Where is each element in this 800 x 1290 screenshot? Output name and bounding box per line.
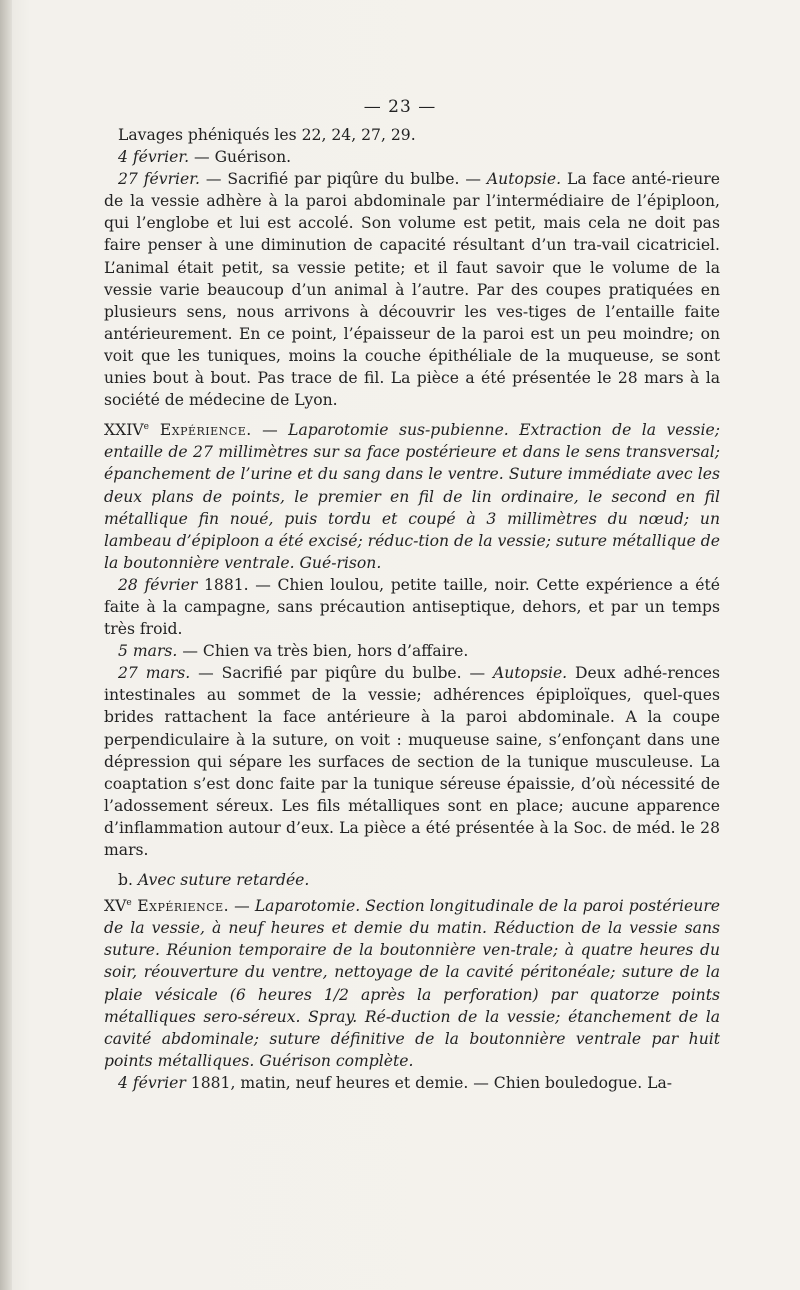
page-gutter-shadow xyxy=(0,0,12,1290)
paragraph-4-fevrier-1881: 4 février 1881, matin, neuf heures et demie. — Chien bouledogue. La- xyxy=(118,1073,673,1092)
date-label: 27 février. xyxy=(118,170,200,189)
experience-15-heading: XVe Expérience. — Laparotomie. Section longitudinale de la paroi postérieure de la vessie, à neuf heures et demie du matin. Réduction de la vessie sans suture. Réunion temporaire de la boutonnière ven-trale; à quatre heures du soir, réouverture du ventre, nettoyage de la cavité péritonéale; suture de la plaie vésicale (6 heures 1/2 après la perforation) par quatorze points métalliques sero-séreux. Spray. Ré-duction de la vessie; étanchement de la cavité abdominale; suture définitive de la boutonnière ventrale par huit points métalliques. Guérison complète. xyxy=(104,897,720,1070)
date-label: 5 mars. xyxy=(118,642,178,661)
experience-24-title: Laparotomie sus-pubienne. Extraction de la vessie; entaille de 27 millimètres sur sa face postérieure et dans le sens transversal; épanchement de l’urine et du sang dans le ventre. Suture immédiate avec les deux plans de points, le premier en fil de lin ordinaire, le second en fil métallique fin noué, puis tordu et coupé à 3 millimètres du nœud; un lambeau d’épiploon a été excisé; réduc-tion de la vessie; suture métallique de la boutonnière ventrale. Gué-rison. xyxy=(104,421,720,572)
paragraph-27-mars: 27 mars. — Sacrifié par piqûre du bulbe. — Autopsie. Deux adhé-rences intestinales au sommet de la vessie; adhérences épiploïques, quel-ques brides rattachent la face antérieure à la paroi abdominale. A la coupe perpendiculaire à la suture, on voit : muqueuse saine, s’enfonçant dans une dépression qui sépare les surfaces de section de la tunique musculeuse. La coaptation s’est donc faite par la tunique séreuse épaissie, d’où nécessité de l’adossement séreux. Les fils métalliques sont en place; aucune apparence d’inflammation autour d’eux. La pièce a été présentée à la Soc. de méd. le 28 mars. xyxy=(104,664,721,859)
date-label: 4 février xyxy=(118,1073,186,1092)
body-text xyxy=(104,124,720,1094)
date-label: 27 mars. xyxy=(118,664,191,683)
experience-24-heading: XXIVe Expérience. — Laparotomie sus-pubienne. Extraction de la vessie; entaille de 27 millimètres sur sa face postérieure et dans le sens transversal; épanchement de l’urine et du sang dans le ventre. Suture immédiate avec les deux plans de points, le premier en fil de lin ordinaire, le second en fil métallique fin noué, puis tordu et coupé à 3 millimètres du nœud; un lambeau d’épiploon a été excisé; réduc-tion de la vessie; suture métallique de la boutonnière ventrale. Gué-rison. xyxy=(104,421,720,572)
paragraph-4-fevrier: 4 février. — Guérison. xyxy=(118,148,292,167)
paragraph-27-fevrier: 27 février. — Sacrifié par piqûre du bulbe. — Autopsie. La face anté-rieure de la vessie adhère à la paroi abdominale par l’intermédiaire de l’épiploon, qui l’englobe et lui est accolé. Son volume est petit, mais cela ne doit pas faire penser à une diminution de capacité résultant d’un tra-vail cicatriciel. L’animal était petit, sa vessie petite; et il faut savoir que le volume de la vessie varie beaucoup d’un animal à l’autre. Par des coupes pratiquées en plusieurs sens, nous arrivons à découvrir les ves-tiges de l’entaille faite antérieurement. En ce point, l’épaisseur de la paroi est un peu moindre; on voit que les tuniques, moins la couche épithéliale de la muqueuse, se sont unies bout à bout. Pas trace de fil. La pièce a été présentée le 28 mars à la société de médecine de Lyon. xyxy=(104,170,720,410)
page-number: — 23 — xyxy=(363,97,437,117)
experience-15-title: Laparotomie. Section longitudinale de la paroi postérieure de la vessie, à neuf heures et demie du matin. Réduction de la vessie sans suture. Réunion temporaire de la boutonnière ven-trale; à quatre heures du soir, réouverture du ventre, nettoyage de la cavité péritonéale; suture de la plaie vésicale (6 heures 1/2 après la perforation) par quatorze points métalliques sero-séreux. Spray. Ré-duction de la vessie; étanchement de la cavité abdominale; suture définitive de la boutonnière ventrale par huit points métalliques. Guérison complète. xyxy=(104,897,720,1070)
paragraph-28-fevrier: 28 février 1881. — Chien loulou, petite taille, noir. Cette expérience a été faite à la campagne, sans précaution antiseptique, dehors, et par un temps très froid. xyxy=(104,575,721,639)
date-label: 4 février. xyxy=(118,148,190,167)
date-label: 28 février xyxy=(118,575,198,594)
paragraph-lavages: Lavages phéniqués les 22, 24, 27, 29. xyxy=(118,126,416,144)
paragraph-5-mars: 5 mars. — Chien va très bien, hors d’affaire. xyxy=(118,642,469,661)
autopsie-label: Autopsie. xyxy=(486,170,562,189)
autopsie-label: Autopsie. xyxy=(493,664,568,683)
section-b-heading: b. Avec suture retardée. xyxy=(118,871,310,890)
